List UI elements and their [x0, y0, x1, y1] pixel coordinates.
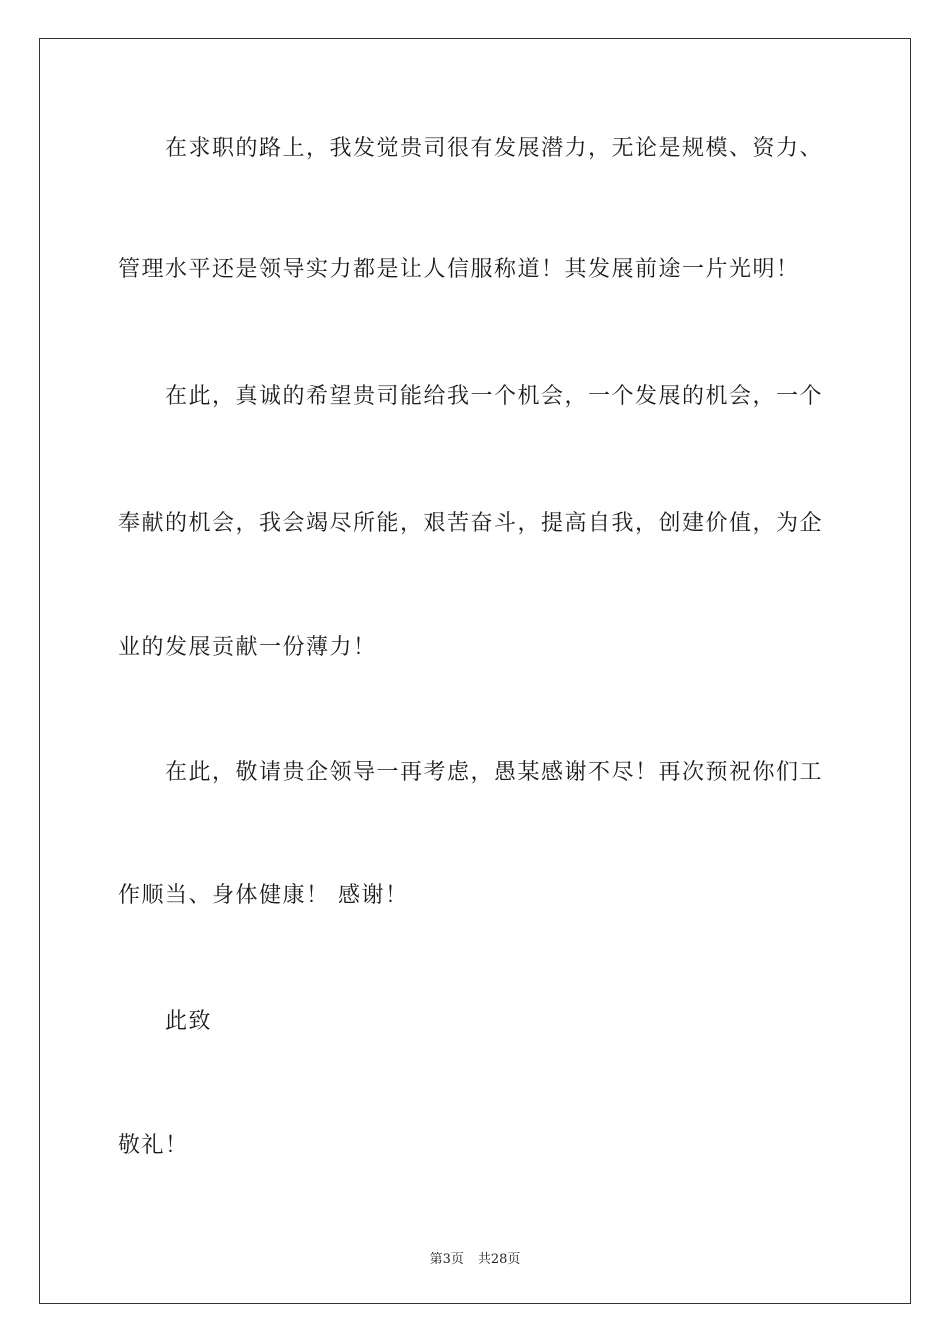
paragraph-2-line-2: 奉献的机会，我会竭尽所能，艰苦奋斗，提高自我，创建价值，为企	[118, 511, 824, 536]
paragraph-1-line-1: 在求职的路上，我发觉贵司很有发展潜力，无论是规模、资力、	[165, 136, 824, 161]
closing-regards: 敬礼！	[118, 1133, 189, 1158]
page-number-total: 共28页	[477, 1252, 521, 1267]
paragraph-2-line-3: 业的发展贡献一份薄力！	[118, 635, 377, 660]
page-number-current: 第3页	[429, 1252, 464, 1267]
page-footer	[0, 1248, 950, 1267]
closing-salutation: 此致	[165, 1009, 213, 1034]
paragraph-1-line-2: 管理水平还是领导实力都是让人信服称道！其发展前途一片光明！	[118, 257, 800, 282]
paragraph-2-line-1: 在此，真诚的希望贵司能给我一个机会，一个发展的机会，一个	[165, 384, 824, 409]
paragraph-3-line-2: 作顺当、身体健康！ 感谢！	[118, 883, 409, 908]
page-frame	[39, 38, 911, 1304]
paragraph-3-line-1: 在此，敬请贵企领导一再考虑，愚某感谢不尽！再次预祝你们工	[165, 760, 824, 785]
